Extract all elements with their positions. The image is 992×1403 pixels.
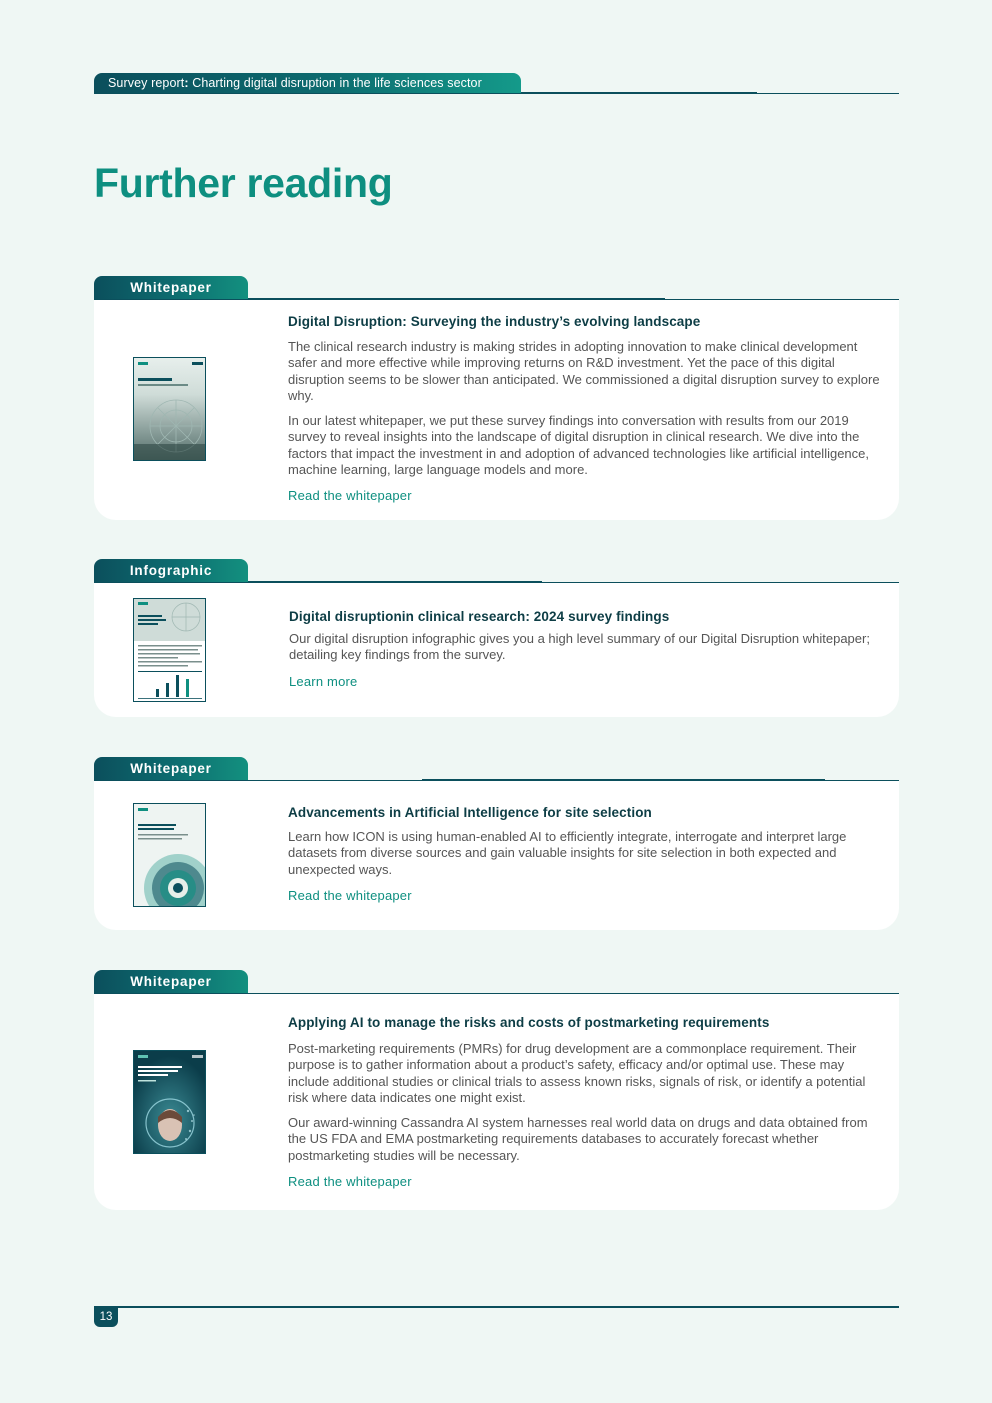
footer-divider [94,1306,899,1308]
header-divider-accent [521,92,757,94]
header-divider [94,93,899,94]
card-title: Digital disruptionin clinical research: 2024 survey findings [289,609,670,624]
reading-card [94,583,899,717]
cover-image [134,599,206,702]
content-type-tag: Whitepaper [94,276,248,300]
read-whitepaper-link[interactable]: Read the whitepaper [288,1174,412,1190]
cover-thumbnail[interactable] [133,1050,206,1154]
report-label: Survey report [108,76,185,90]
report-header: Survey report: Charting digital disruption in the life sciences sector [94,73,521,94]
cover-thumbnail[interactable] [133,357,206,461]
card-paragraph: The clinical research industry is making strides in adopting innovation to make clinical development safer and more effective while improving returns on R&D investment. Yet the pace of this digital disruption seems to be slower than anticipated. We commissioned a digital disruption survey to explore why. [288,339,880,403]
cover-image [134,358,206,461]
card-title: Applying AI to manage the risks and costs of postmarketing requirements [288,1015,770,1030]
cover-thumbnail[interactable] [133,803,206,907]
card-paragraph: In our latest whitepaper, we put these survey findings into conversation with results from our 2019 survey to reveal insights into the landscape of digital disruption in clinical research. We dive into the factors that impact the investment in and adoption of advanced technologies like artificial intelligence, machine learning, large language models and more. [288,413,870,478]
card-paragraph: Learn how ICON is using human-enabled AI to efficiently integrate, interrogate and interpret large datasets from diverse sources and gain valuable insights for site selection in both expected and unexpected ways. [288,829,847,877]
card-paragraph: Our award-winning Cassandra AI system harnesses real world data on drugs and data obtained from the US FDA and EMA postmarketing requirements databases to accurately forecast whether postmarketing studies will be necessary. [288,1115,868,1163]
content-type-tag: Whitepaper [94,970,248,994]
content-type-tag: Infographic [94,559,248,583]
card-content [288,805,883,905]
card-paragraph: Post-marketing requirements (PMRs) for drug development are a commonplace requirement. Their purpose is to gather information about a product’s safety, efficacy and/or optimal use. These may include additional studies or clinical trials to assess known risks, signals of risk, or identify a potential risk where data indicates one might exist. [288,1041,866,1105]
page-title: Further reading [94,160,393,206]
card-title: Advancements in Artificial Intelligence for site selection [288,805,652,820]
report-title: Charting digital disruption in the life sciences sector [192,76,482,90]
card-title: Digital Disruption: Surveying the industry’s evolving landscape [288,314,701,329]
page-number: 13 [94,1307,118,1327]
card-content [288,314,883,505]
card-paragraph: Our digital disruption infographic gives you a high level summary of our Digital Disruption whitepaper; detailing key findings from the survey. [289,631,870,663]
reading-card [94,994,899,1210]
read-whitepaper-link[interactable]: Read the whitepaper [288,488,412,504]
cover-image [134,1051,206,1154]
cover-thumbnail[interactable] [133,598,206,702]
card-content [289,609,883,691]
reading-card [94,781,899,930]
cover-image [134,804,206,907]
content-type-tag: Whitepaper [94,757,248,781]
card-content [288,1015,883,1191]
read-whitepaper-link[interactable]: Read the whitepaper [288,887,412,903]
reading-card [94,300,899,520]
learn-more-link[interactable]: Learn more [289,673,358,689]
